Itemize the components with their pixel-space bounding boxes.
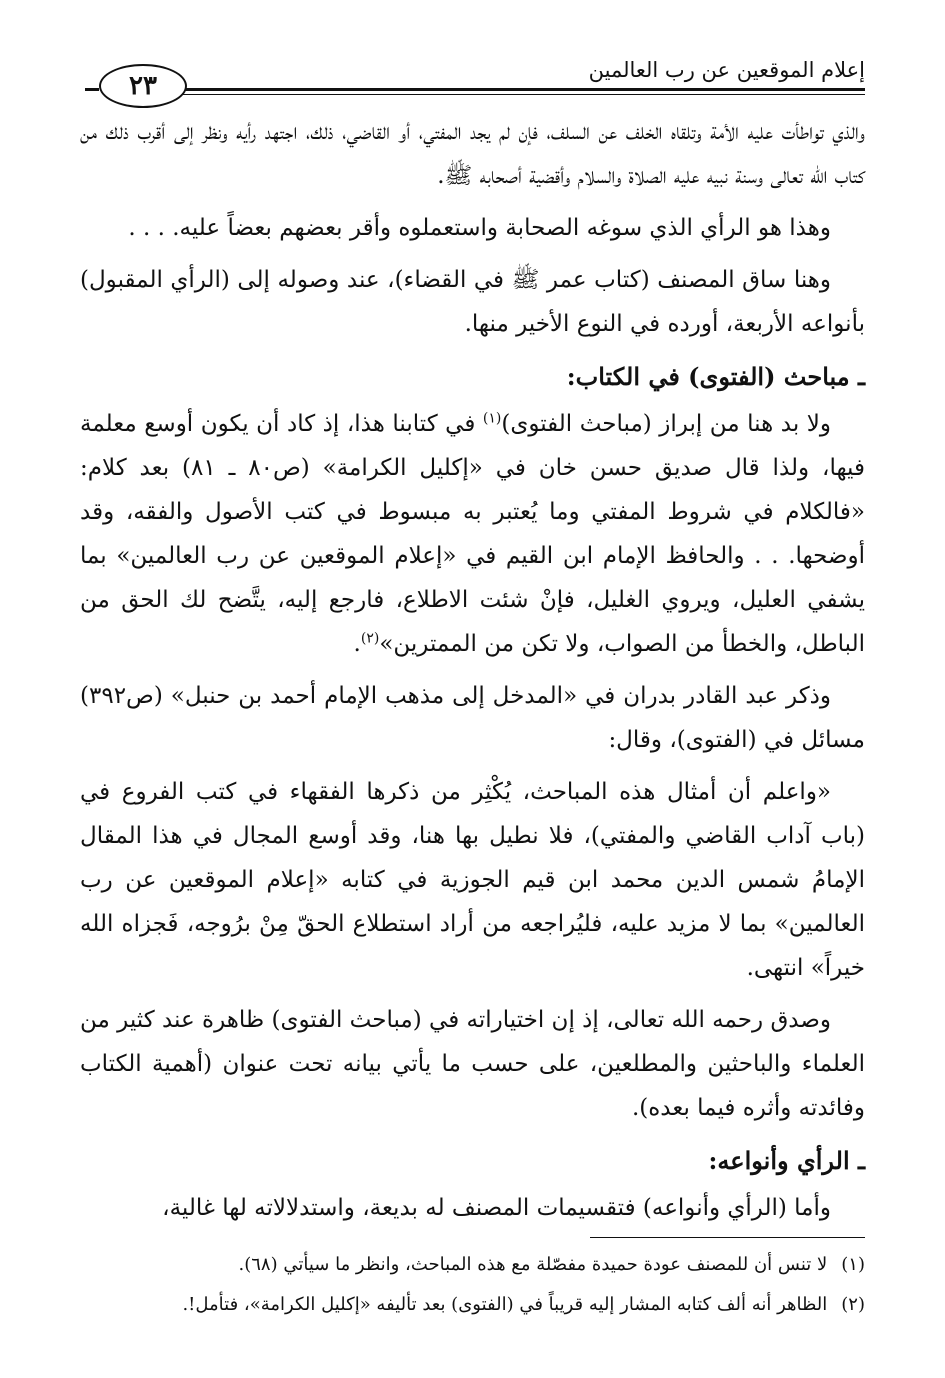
footnote-2 bbox=[80, 1288, 865, 1322]
footnote-ref-2[interactable]: (٢) bbox=[360, 630, 380, 647]
section-heading-ray: ـ الرأي وأنواعه: bbox=[708, 1146, 865, 1175]
footnote-number: (١) bbox=[841, 1254, 865, 1275]
paragraph-6-quote: «واعلم أن أمثال هذه المباحث، يُكْثِر من ذكرها الفقهاء في كتب الفروع في (باب آداب القاضي والمفتي)، فلا نطيل بها هنا، وقد أوسع المجال في هذا المقال الإمامُ شمس الدين محمد ابن قيم الجوزية في كتابه «إعلام الموقعين عن رب العالمين» بما لا مزيد عليه، فليُراجعه من أراد استطلاع الحقّ مِنْ برُوجه، فَجزاه الله خيراً» انتهى. bbox=[80, 779, 865, 981]
paragraph-2: وهذا هو الرأي الذي سوغه الصحابة واستعملوه وأقر بعضهم بعضاً عليه. . . . bbox=[128, 215, 831, 241]
footnote-separator bbox=[590, 1237, 865, 1238]
page-number: ٢٣ bbox=[99, 64, 187, 108]
footnote-ref-1[interactable]: (١) bbox=[482, 410, 502, 427]
section-heading-fatwa: ـ مباحث (الفتوى) في الكتاب: bbox=[566, 362, 865, 391]
paragraph-4-part-a: ولا بد هنا من إبراز (مباحث الفتوى) bbox=[501, 411, 831, 437]
header-rule-thick bbox=[180, 88, 865, 91]
paragraph-8: وأما (الرأي وأنواعه) فتقسيمات المصنف له بديعة، واستدلالاته لها غالية، bbox=[162, 1195, 831, 1221]
footnote-number: (٢) bbox=[841, 1294, 865, 1315]
paragraph-7: وصدق رحمه الله تعالى، إذ إن اختياراته في (مباحث الفتوى) ظاهرة عند كثير من العلماء والباحثين والمطلعين، على حسب ما يأتي بيانه تحت عنوان (أهمية الكتاب وفائدته وأثره فيما بعده). bbox=[80, 1007, 865, 1121]
paragraph-4-part-b: في كتابنا هذا، إذ كاد أن يكون أوسع معلمة فيها، ولذا قال صديق حسن خان في «إكليل الكرامة» (ص٨٠ ـ ٨١) بعد كلام: «فالكلام في شروط المفتي وما يُعتبر به مبسوط في كتب الأصول والفقه، وقد أوضحها. . . والحافظ الإمام ابن القيم في «إعلام الموقعين عن رب العالمين» بما يشفي العليل، ويروي الغليل، فإنْ شئت الاطلاع، فارجع إليه، يتَّضح لك الحق من الباطل، والخطأ من الصواب، ولا تكن من الممترين» bbox=[80, 411, 865, 657]
paragraph-1: والذي تواطأت عليه الأمة وتلقاه الخلف عن السلف، فإن لم يجد المفتي، أو القاضي، ذلك، اجتهد رأيه ونظر إلى أقرب ذلك من كتاب الله تعالى وسنة نبيه عليه الصلاة والسلام وأقضية أصحابه ﷺ. bbox=[80, 119, 865, 189]
footnote-text: الظاهر أنه ألف كتابه المشار إليه قريباً في (الفتوى) بعد تأليفه «إكليل الكرامة»، فتأمل!. bbox=[182, 1294, 828, 1315]
header-rule-thin bbox=[180, 94, 865, 95]
main-text bbox=[80, 110, 865, 1238]
header-rule-left bbox=[85, 88, 99, 91]
footnote-1 bbox=[80, 1248, 865, 1282]
footnotes bbox=[80, 1248, 865, 1328]
footnote-text: لا تنس أن للمصنف عودة حميدة مفصّلة مع هذه المباحث، وانظر ما سيأتي (٦٨). bbox=[238, 1254, 828, 1275]
running-title: إعلام الموقعين عن رب العالمين bbox=[588, 58, 865, 82]
paragraph-4-part-c: . bbox=[353, 631, 361, 657]
paragraph-3: وهنا ساق المصنف (كتاب عمر ﷺ في القضاء)، عند وصوله إلى (الرأي المقبول) بأنواعه الأربعة، أورده في النوع الأخير منها. bbox=[80, 267, 865, 337]
page-header bbox=[85, 48, 865, 100]
paragraph-4 bbox=[80, 402, 865, 666]
paragraph-5: وذكر عبد القادر بدران في «المدخل إلى مذهب الإمام أحمد بن حنبل» (ص٣٩٢) مسائل في (الفتوى)، وقال: bbox=[80, 683, 865, 753]
